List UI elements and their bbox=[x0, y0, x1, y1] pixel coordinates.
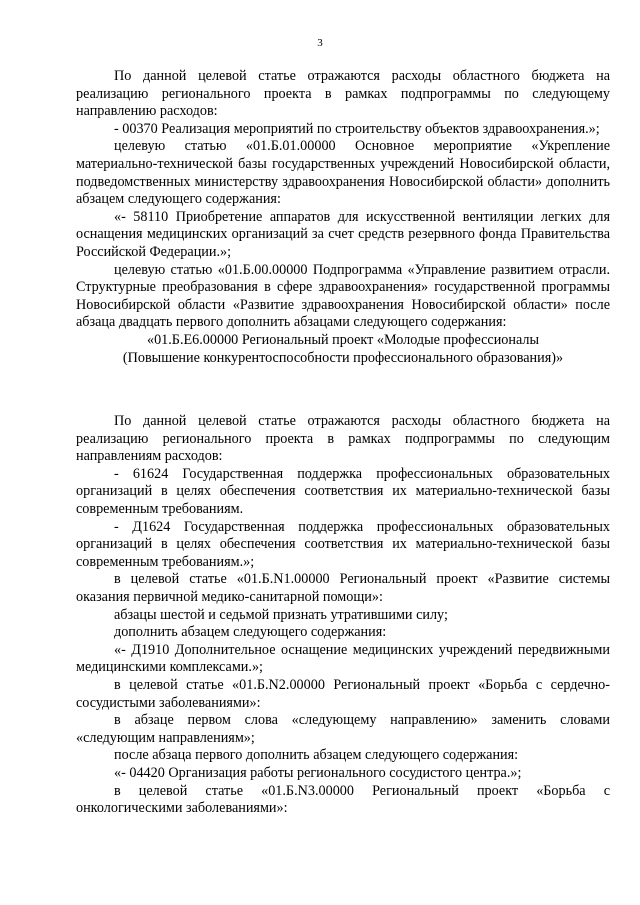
paragraph: целевую статью «01.Б.00.00000 Подпрограмма «Управление развитием отрасли. Структурные преобразования в сфере здравоохранения» государственной программы Новосибирской области «Развитие здравоохранения Новосибирской области» после абзаца двадцать первого дополнить абзацами следующего содержания: bbox=[76, 261, 610, 331]
paragraph: - Д1624 Государственная поддержка профессиональных образовательных организаций в целях обеспечения соответствия их материально-технической базы современным требованиям.»; bbox=[76, 518, 610, 570]
paragraph: «- Д1910 Дополнительное оснащение медицинских учреждений передвижными медицинскими комплексами.»; bbox=[76, 641, 610, 676]
paragraph: в абзаце первом слова «следующему направлению» заменить словами «следующим направлениям»; bbox=[76, 712, 610, 746]
paragraph: абзацы шестой и седьмой признать утратившими силу; bbox=[114, 606, 448, 623]
paragraph: По данной целевой статье отражаются расходы областного бюджета на реализацию регионального проекта в рамках подпрограммы по следующему направлению расходов: bbox=[76, 68, 610, 120]
blank-line bbox=[76, 381, 610, 399]
paragraph: - 00370 Реализация мероприятий по строительству объектов здравоохранения.»; bbox=[114, 120, 600, 137]
paragraph: в целевой статье «01.Б.N2.00000 Региональный проект «Борьба с сердечно-сосудистыми заболеваниями»: bbox=[76, 676, 610, 711]
paragraph: - 61624 Государственная поддержка профессиональных образовательных организаций в целях обеспечения соответствия их материально-технической базы современным требованиям. bbox=[76, 465, 610, 518]
centered-heading-line: (Повышение конкурентоспособности профессионального образования)» bbox=[122, 349, 564, 366]
centered-heading-line: «01.Б.Е6.00000 Региональный проект «Молодые профессионалы bbox=[146, 331, 540, 348]
paragraph: «- 04420 Организация работы регионального сосудистого центра.»; bbox=[114, 764, 522, 781]
page-number: 3 bbox=[317, 37, 323, 49]
paragraph: в целевой статье «01.Б.N3.00000 Региональный проект «Борьба с онкологическими заболеваниями»: bbox=[76, 782, 610, 817]
paragraph: По данной целевой статье отражаются расходы областного бюджета на реализацию регионального проекта в рамках подпрограммы по следующим направлениям расходов: bbox=[76, 413, 610, 465]
paragraph: после абзаца первого дополнить абзацем следующего содержания: bbox=[114, 747, 519, 764]
paragraph: целевую статью «01.Б.01.00000 Основное мероприятие «Укрепление материально-технической базы государственных учреждений Новосибирской области, подведомственных министерству здравоохранения Новосибирской области» дополнить абзацем следующего содержания: bbox=[76, 138, 610, 208]
paragraph: «- 58110 Приобретение аппаратов для искусственной вентиляции легких для оснащения медицинских организаций за счет средств резервного фонда Правительства Российской Федерации.»; bbox=[76, 208, 610, 260]
paragraph: дополнить абзацем следующего содержания: bbox=[114, 624, 387, 641]
document-body bbox=[76, 68, 610, 818]
paragraph: в целевой статье «01.Б.N1.00000 Региональный проект «Развитие системы оказания первичной медико-санитарной помощи»: bbox=[76, 571, 610, 605]
